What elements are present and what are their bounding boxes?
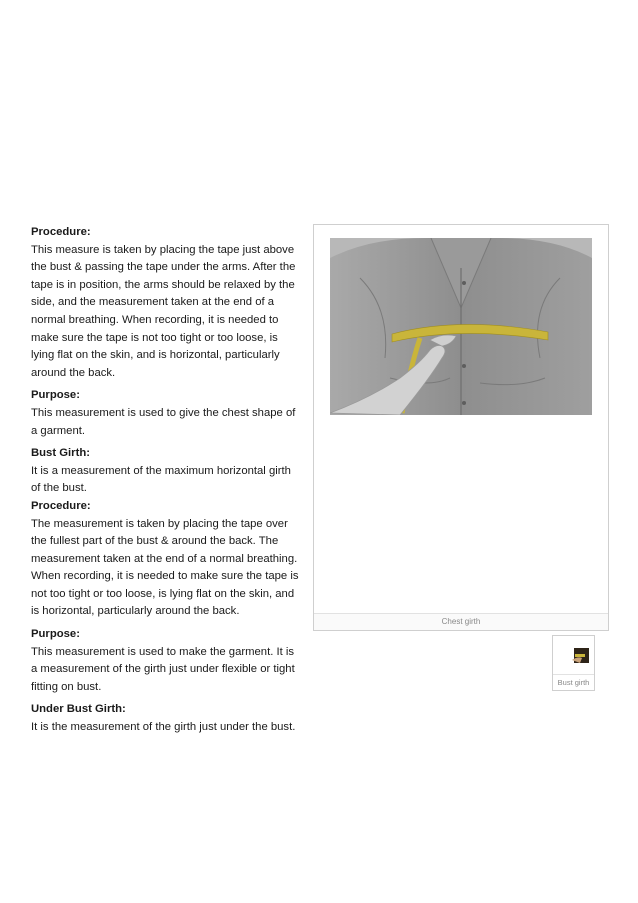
purpose-heading: Purpose:: [31, 628, 80, 641]
bust-girth-heading: Bust Girth:: [31, 447, 90, 460]
procedure-line: the bust & passing the tape under the arms. After the: [31, 261, 296, 274]
purpose-line: This measurement is used to make the garment. It is: [31, 645, 295, 658]
chest-girth-figure: [313, 224, 609, 631]
bust-girth-line: of the bust.: [31, 482, 87, 495]
procedure-line: side, and the measurement taken at the end of a: [31, 296, 275, 309]
chest-girth-photo: [330, 238, 592, 415]
procedure-line: the fullest part of the bust & around the back. The: [31, 535, 279, 548]
procedure-line: around the back.: [31, 366, 116, 379]
document-text: [31, 224, 305, 737]
procedure-line: The measurement is taken by placing the tape over: [31, 517, 288, 530]
purpose-line: a garment.: [31, 424, 86, 437]
thumbnail-caption: Bust girth: [553, 674, 594, 690]
purpose-line: This measurement is used to give the chest shape of: [31, 406, 296, 419]
bust-girth-thumbnail[interactable]: [552, 635, 595, 691]
under-bust-girth-line: It is the measurement of the girth just under the bust.: [31, 721, 296, 734]
procedure-line: not too tight or too loose, is lying flat on the skin, and: [31, 587, 295, 600]
purpose-line: fitting on bust.: [31, 680, 102, 693]
bust-girth-line: It is a measurement of the maximum horizontal girth: [31, 464, 291, 477]
procedure-line: normal breathing. When recording, it is needed to: [31, 313, 279, 326]
under-bust-girth-heading: Under Bust Girth:: [31, 703, 126, 716]
procedure-line: is horizontal, particularly around the back.: [31, 605, 240, 618]
procedure-line: tape is in position, the arms should be relaxed by the: [31, 278, 295, 291]
procedure-heading: Procedure:: [31, 226, 91, 238]
procedure-line: When recording, it is needed to make sure the tape is: [31, 570, 299, 583]
purpose-heading: Purpose:: [31, 389, 80, 402]
figure-caption: Chest girth: [314, 613, 608, 630]
procedure-heading: Procedure:: [31, 499, 91, 512]
bust-girth-thumbnail-image: [572, 646, 591, 665]
procedure-line: make sure the tape is not too tight or too loose, is: [31, 331, 278, 344]
procedure-line: lying flat on the skin, and is horizontal, particularly: [31, 349, 280, 362]
procedure-line: This measure is taken by placing the tape just above: [31, 243, 295, 256]
purpose-line: a measurement of the girth just under flexible or tight: [31, 663, 295, 676]
procedure-line: measurement taken at the end of a normal breathing.: [31, 552, 298, 565]
